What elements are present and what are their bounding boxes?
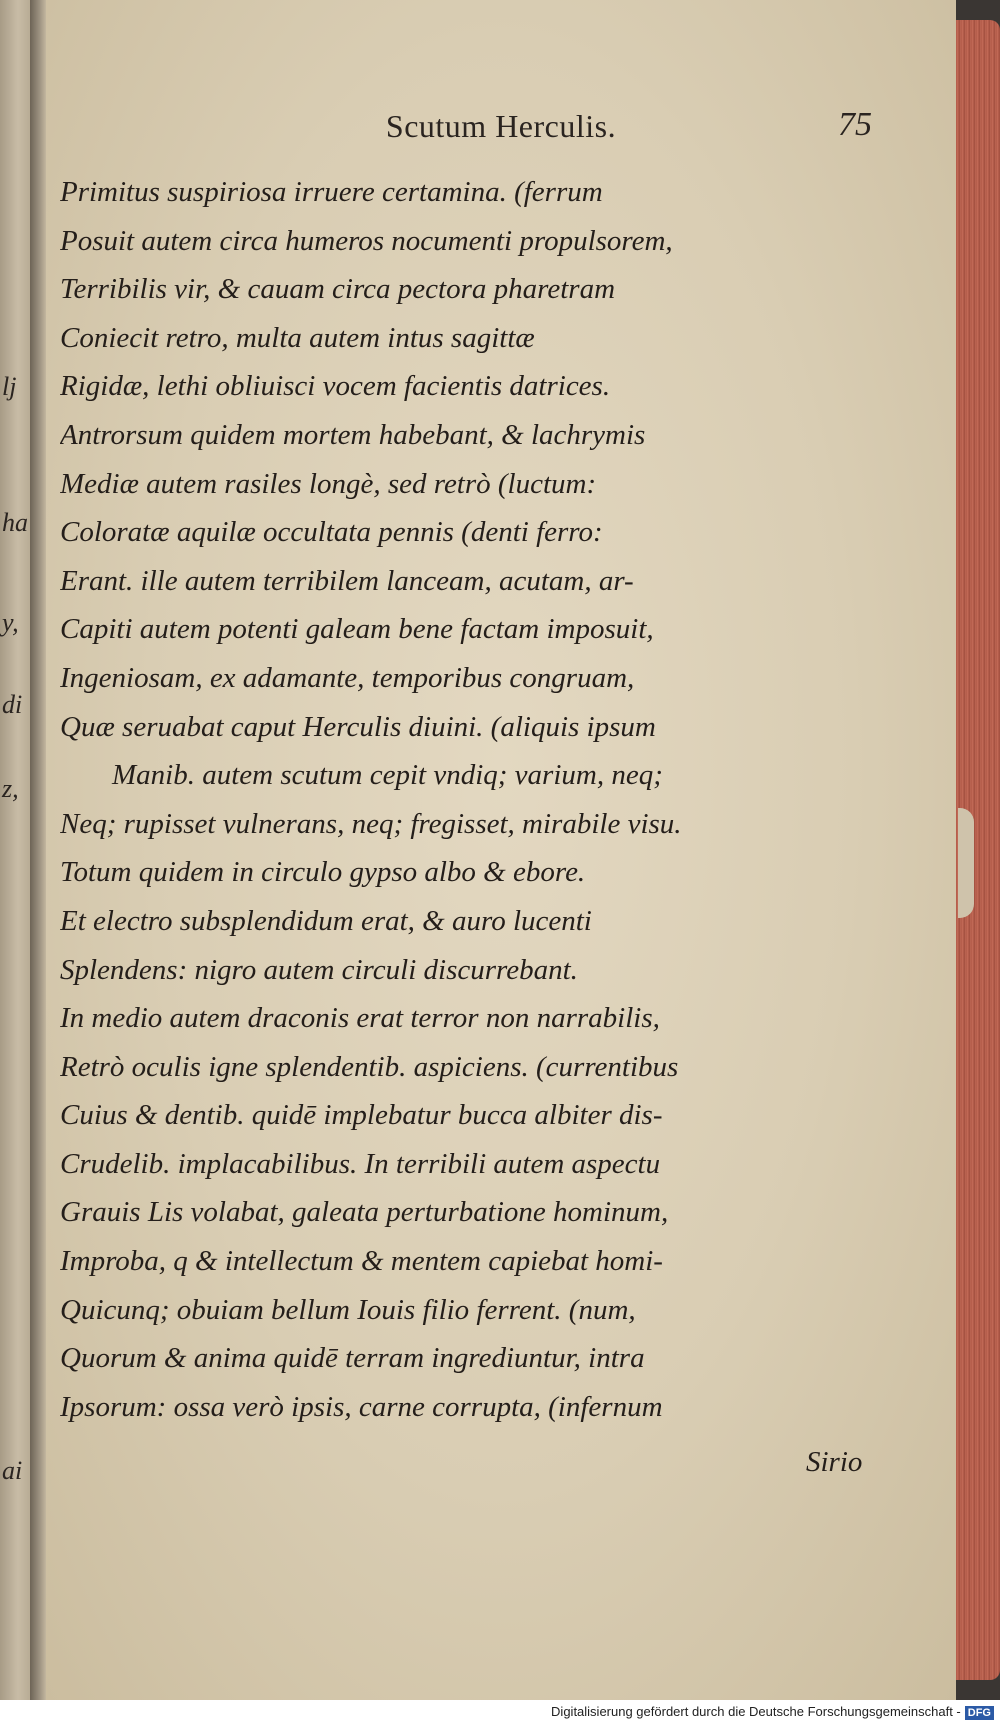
prev-page-fragment: ai <box>2 1456 23 1485</box>
footer-credit: Digitalisierung gefördert durch die Deutsche Forschungsgemeinschaft - <box>551 1704 961 1719</box>
text-line: Grauis Lis volabat, galeata perturbatione hominum, <box>60 1196 669 1229</box>
prev-page-fragment: z, <box>2 774 19 803</box>
text-line: Cuius & dentib. quidē implebatur bucca albiter dis- <box>60 1099 663 1132</box>
text-line: Manib. autem scutum cepit vndiq; varium, neq; <box>112 759 663 792</box>
text-line: In medio autem draconis erat terror non narrabilis, <box>60 1002 660 1035</box>
text-line: Totum quidem in circulo gypso albo & ebore. <box>60 856 586 889</box>
text-line: Erant. ille autem terribilem lanceam, acutam, ar- <box>60 564 634 597</box>
text-line: Primitus suspiriosa irruere certamina. (ferrum <box>60 176 603 208</box>
previous-page-edge <box>0 0 30 1700</box>
text-line: Retrò oculis igne splendentib. aspiciens. (currentibus <box>60 1050 679 1083</box>
prev-page-fragment: di <box>2 690 23 719</box>
text-line: Posuit autem circa humeros nocumenti propulsorem, <box>60 224 673 257</box>
page-number: 75 <box>838 106 872 143</box>
text-line: Crudelib. implacabilibus. In terribili autem aspectu <box>60 1147 661 1180</box>
digitization-footer <box>0 1700 1000 1724</box>
text-line: Quicunq; obuiam bellum Iouis filio ferrent. (num, <box>60 1293 636 1326</box>
catchword: Sirio <box>806 1446 863 1478</box>
text-line: Ingeniosam, ex adamante, temporibus congruam, <box>60 661 635 694</box>
text-line: Terribilis vir, & cauam circa pectora pharetram <box>60 273 616 306</box>
text-line: Improba, q & intellectum & mentem capiebat homi- <box>60 1245 663 1278</box>
text-line: Coniecit retro, multa autem intus sagittæ <box>60 321 535 354</box>
text-line: Splendens: nigro autem circuli discurrebant. <box>60 953 578 986</box>
text-line: Rigidæ, lethi obliuisci vocem facientis datrices. <box>60 370 611 403</box>
text-line: Mediæ autem rasiles longè, sed retrò (luctum: <box>60 467 597 500</box>
prev-page-fragment: y, <box>2 608 19 637</box>
prev-page-fragment: ha <box>2 508 28 537</box>
text-line: Neq; rupisset vulnerans, neq; fregisset, mirabile visu. <box>60 807 682 840</box>
text-line: Ipsorum: ossa verò ipsis, carne corrupta, (infernum <box>60 1390 663 1423</box>
prev-page-fragment: lj <box>2 372 17 401</box>
running-head: Scutum Herculis. <box>385 108 617 144</box>
text-line: Coloratæ aquilæ occultata pennis (denti ferro: <box>60 516 603 549</box>
book-gutter <box>30 0 46 1700</box>
book-page <box>46 0 956 1700</box>
text-line: Antrorsum quidem mortem habebant, & lachrymis <box>60 418 646 451</box>
text-line: Quorum & anima quidē terram ingrediuntur, intra <box>60 1342 645 1375</box>
text-block <box>60 168 920 1431</box>
dfg-logo-icon: DFG <box>965 1706 994 1720</box>
page-tab-marker <box>958 808 974 918</box>
text-line: Et electro subsplendidum erat, & auro lucenti <box>60 904 592 937</box>
text-line: Quæ seruabat caput Herculis diuini. (aliquis ipsum <box>60 710 656 743</box>
text-line: Capiti autem potenti galeam bene factam imposuit, <box>60 613 654 646</box>
